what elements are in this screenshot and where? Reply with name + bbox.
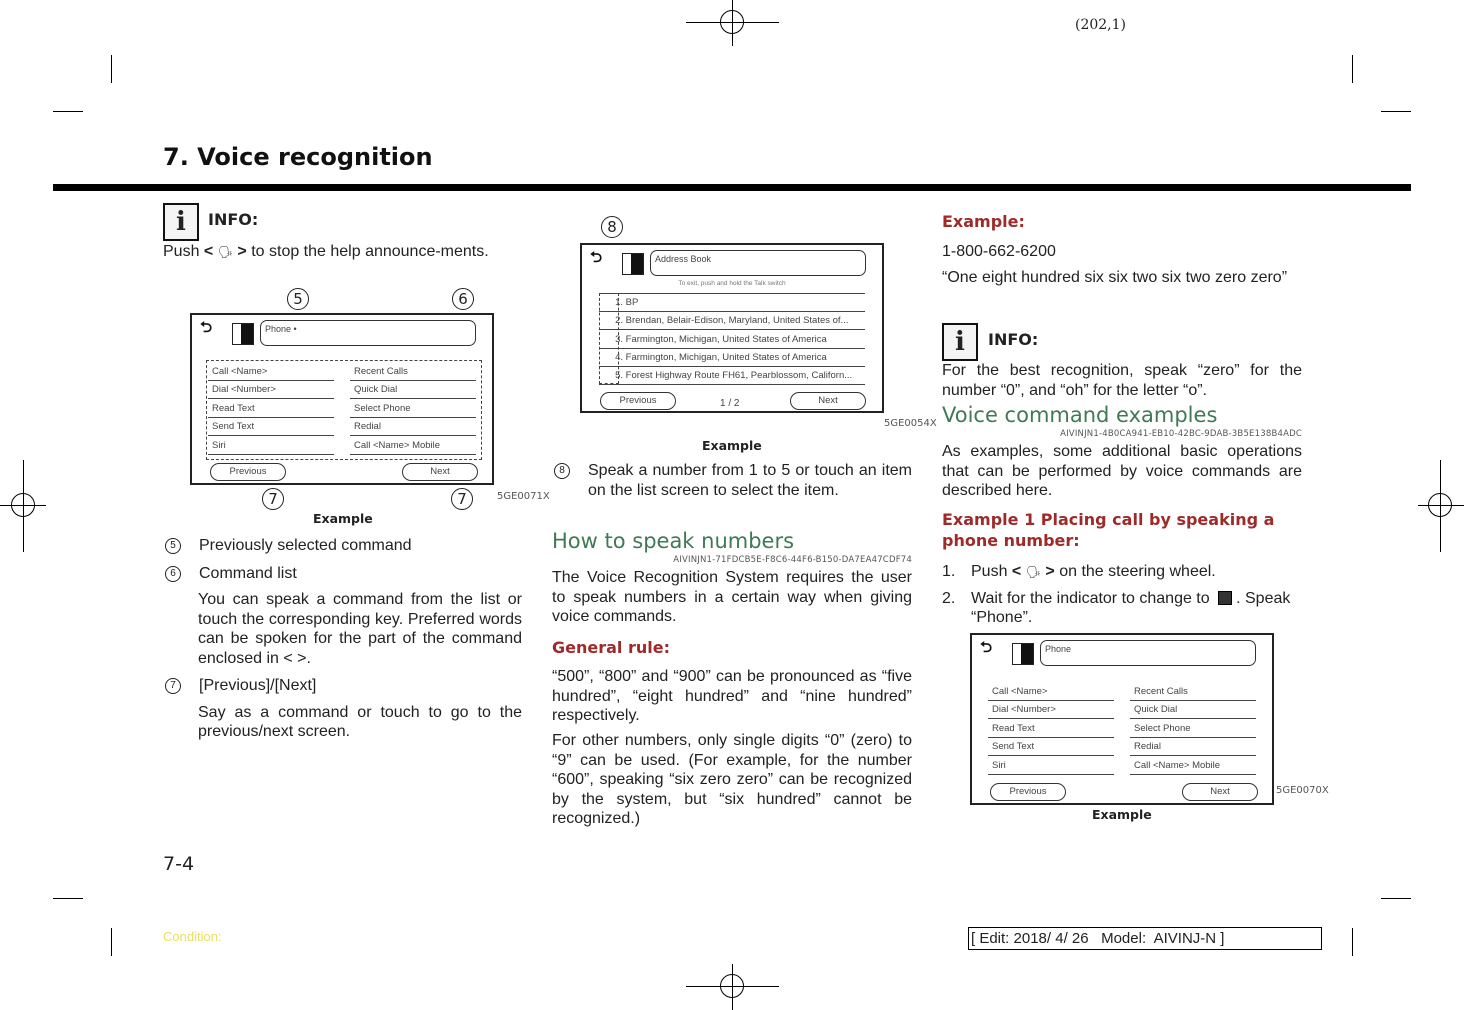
callout-7: 7 (451, 488, 473, 510)
command-item[interactable]: Select Phone (350, 400, 476, 418)
crop-mark (111, 928, 112, 956)
callout-item-8 (552, 461, 912, 500)
callout-list (163, 536, 522, 742)
info-icon: i (942, 323, 978, 361)
command-item[interactable]: Siri (988, 757, 1114, 775)
edit-info-box: [ Edit: 2018/ 4/ 26 Model: AIVINJ-N ] (968, 927, 1322, 950)
info-text: Push < 🗣 > to stop the help announce-ments. (163, 243, 489, 260)
figure-caption: Example (702, 438, 762, 453)
phone-indicator-icon (1012, 643, 1034, 665)
command-item[interactable]: Call <Name> (988, 683, 1114, 701)
step-text: on the steering wheel. (1059, 563, 1216, 580)
condition-label: Condition: (163, 929, 222, 944)
section-title: How to speak numbers (552, 529, 795, 553)
page-ref: (202,1) (1075, 17, 1127, 33)
command-item[interactable]: Read Text (208, 400, 334, 418)
figure-caption: Example (1092, 807, 1152, 822)
callout-8: 8 (601, 216, 623, 238)
list-row[interactable]: 4. Farmington, Michigan, United States of America (599, 349, 865, 367)
callout-title: Previously selected command (199, 537, 412, 554)
next-button[interactable]: Next (1182, 783, 1258, 801)
back-icon: ⮌ (590, 249, 603, 266)
page-number: 7-4 (163, 853, 195, 875)
callout-title: Command list (199, 564, 297, 582)
command-item[interactable]: Recent Calls (1130, 683, 1256, 701)
talk-switch-icon: 🗣 (1025, 565, 1041, 579)
command-item[interactable]: Call <Name> Mobile (1130, 757, 1256, 775)
phone-indicator-icon (232, 323, 254, 345)
figure-caption: Example (313, 511, 373, 526)
command-item[interactable]: Redial (1130, 738, 1256, 756)
crop-mark (111, 55, 112, 83)
subheading: Example 1 Placing call by speaking a phone number: (942, 510, 1275, 550)
paragraph: For other numbers, only single digits “0” (zero) to “9” can be used. (For example, for the number “600”, speaking “six zero zero” can be recognized by the system, but “six hundred” cannot be recognized.) (552, 732, 912, 827)
step-text: . Speak “Phone”. (971, 589, 1291, 626)
list-row[interactable]: 2. Brendan, Belair-Edison, Maryland, United States of... (599, 312, 865, 330)
figure-code: 5GE0070X (1276, 785, 1329, 796)
section-title: Voice command examples (942, 403, 1218, 427)
page-indicator: 1 / 2 (720, 398, 740, 409)
subheading: General rule: (552, 638, 670, 657)
step-text: Push (971, 563, 1008, 580)
address-book-screen-figure (580, 243, 884, 413)
command-item[interactable]: Send Text (208, 418, 334, 436)
example-spoken: “One eight hundred six six two six two zero zero” (942, 269, 1288, 286)
phone-screen-figure (970, 633, 1274, 805)
command-item[interactable]: Dial <Number> (208, 381, 334, 399)
command-item[interactable]: Select Phone (1130, 720, 1256, 738)
crop-mark (53, 111, 83, 112)
crop-mark (1381, 111, 1411, 112)
figure-code: 5GE0071X (497, 491, 550, 502)
callout-description: You can speak a command from the list or touch the corresponding key. Preferred words can be spoken for the part of the command enclosed in < >. (198, 591, 522, 667)
input-label: Phone (265, 324, 292, 334)
section-intro: As examples, some additional basic operations that can be performed by voice commands are described here. (942, 443, 1302, 499)
callout-number: 6 (165, 566, 181, 582)
registration-mark (720, 974, 744, 998)
example-number: 1-800-662-6200 (942, 243, 1056, 260)
list-row[interactable]: 1. BP (599, 294, 865, 312)
next-button[interactable]: Next (402, 463, 478, 481)
crop-mark (53, 898, 83, 899)
command-item[interactable]: Recent Calls (350, 363, 476, 381)
previous-button[interactable]: Previous (210, 463, 286, 481)
subheading: Example: (942, 212, 1025, 231)
talk-switch-icon: 🗣 (217, 245, 233, 259)
crop-mark (1352, 55, 1353, 83)
command-item[interactable]: Redial (350, 418, 476, 436)
crop-mark (1352, 928, 1353, 956)
command-item[interactable]: Quick Dial (1130, 701, 1256, 719)
exit-hint: To exit, push and hold the Talk switch (678, 280, 786, 287)
command-item[interactable]: Quick Dial (350, 381, 476, 399)
info-text-push: Push (163, 243, 200, 260)
callout-title: [Previous]/[Next] (199, 677, 317, 694)
back-icon: ⮌ (200, 319, 213, 336)
figure-code: 5GE0054X (884, 418, 937, 429)
section-code: AIVINJN1-71FDCB5E-F8C6-44F6-B150-DA7EA47CDF74 (673, 555, 912, 565)
list-row[interactable]: 5. Forest Highway Route FH61, Pearblossom, Californ... (599, 367, 865, 385)
info-label: INFO: (988, 330, 1039, 349)
next-button[interactable]: Next (790, 392, 866, 410)
command-item[interactable]: Call <Name> (208, 363, 334, 381)
section-code: AIVINJN1-4B0CA941-EB10-42BC-9DAB-3B5E138B4ADC (1060, 429, 1302, 439)
callout-7: 7 (262, 488, 284, 510)
chapter-title: 7. Voice recognition (163, 143, 433, 171)
callout-description: Speak a number from 1 to 5 or touch an item on the list screen to select the item. (588, 462, 912, 499)
command-item[interactable]: Dial <Number> (988, 701, 1114, 719)
phone-screen-figure (190, 313, 494, 485)
back-icon: ⮌ (980, 639, 993, 656)
step-number: 1. (942, 563, 956, 580)
command-item[interactable]: Read Text (988, 720, 1114, 738)
info-label: INFO: (208, 210, 259, 229)
step-text: Wait for the indicator to change to (971, 589, 1210, 607)
step-number: 2. (942, 589, 956, 607)
info-icon: i (163, 203, 199, 241)
phone-indicator-icon (1218, 591, 1232, 605)
command-item[interactable]: Send Text (988, 738, 1114, 756)
registration-mark (1428, 493, 1452, 517)
title-bar-divider (53, 184, 1411, 191)
callout-6: 6 (452, 288, 474, 310)
callout-number: 7 (165, 678, 181, 694)
callout-number: 5 (165, 538, 181, 554)
paragraph: “500”, “800” and “900” can be pronounced as “five hundred”, “eight hundred” and “nine hundred” respectively. (552, 668, 912, 724)
info-text-stop: to stop the help announce-ments. (251, 243, 489, 260)
command-item[interactable]: Siri (208, 437, 334, 455)
input-label: Address Book (650, 250, 866, 276)
callout-5: 5 (287, 288, 309, 310)
section-intro: The Voice Recognition System requires the user to speak numbers in a certain way when giving voice commands. (552, 569, 912, 625)
callout-number: 8 (554, 463, 570, 479)
previous-button[interactable]: Previous (990, 783, 1066, 801)
steps-list: 1. Push < 🗣 > on the steering wheel. 2. Wait for the indicator to change to . Speak “Phone”. (942, 563, 1291, 626)
registration-mark (11, 493, 35, 517)
phone-indicator-icon (622, 253, 644, 275)
registration-mark (720, 10, 744, 34)
input-label: Phone (1040, 640, 1256, 666)
previous-button[interactable]: Previous (600, 392, 676, 410)
info-text: For the best recognition, speak “zero” for the number “0”, and “oh” for the letter “o”. (942, 362, 1302, 399)
callout-description: Say as a command or touch to go to the previous/next screen. (198, 703, 522, 740)
command-item[interactable]: Call <Name> Mobile (350, 437, 476, 455)
list-row[interactable]: 3. Farmington, Michigan, United States of America (599, 331, 865, 349)
input-bubble: Phone • (260, 320, 476, 346)
crop-mark (1381, 898, 1411, 899)
